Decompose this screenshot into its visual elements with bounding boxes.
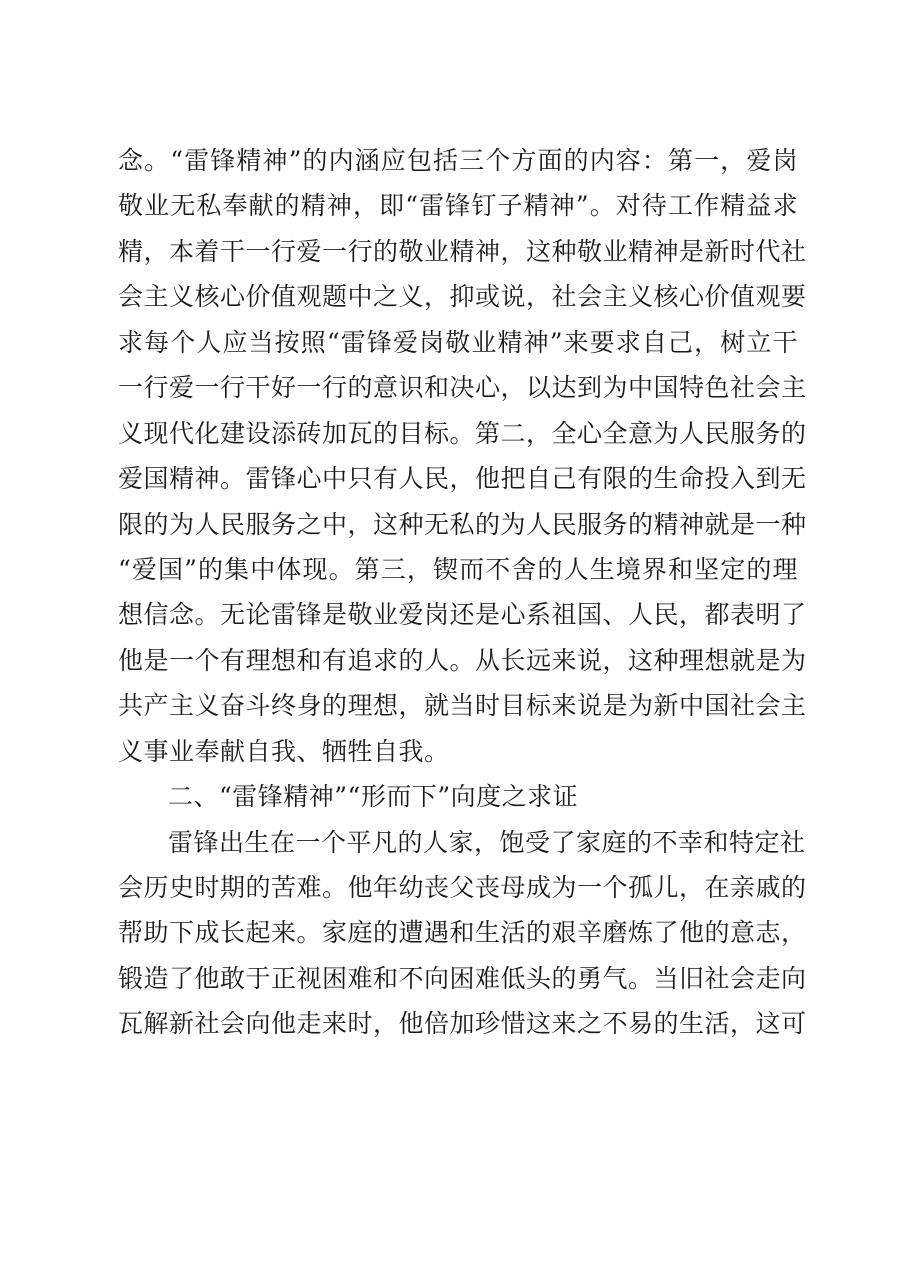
text-line: 他是一个有理想和有追求的人。从长远来说，这种理想就是为 — [118, 645, 807, 675]
paragraph-1 — [118, 138, 807, 774]
text-line: “爱国”的集中体现。第三，锲而不舍的人生境界和坚定的理 — [118, 554, 798, 584]
text-line: 会历史时期的苦难。他年幼丧父丧母成为一个孤儿，在亲戚的 — [118, 873, 807, 902]
text-line: 限的为人民服务之中，这种无私的为人民服务的精神就是一种 — [118, 509, 807, 539]
text-line: 共产主义奋斗终身的理想，就当时目标来说是为新中国社会主 — [118, 691, 807, 721]
text-line: 爱国精神。雷锋心中只有人民，他把自己有限的生命投入到无 — [118, 464, 807, 494]
text-line: 帮助下成长起来。家庭的遭遇和生活的艰辛磨炼了他的意志， — [118, 918, 807, 948]
text-line: 义现代化建设添砖加瓦的目标。第二，全心全意为人民服务的 — [118, 418, 807, 448]
text-line: 瓦解新社会向他走来时，他倍加珍惜这来之不易的生活，这可 — [118, 1009, 807, 1039]
paragraph-2 — [118, 820, 807, 1047]
text-line: 义事业奉献自我、牺牲自我。 — [118, 736, 450, 766]
text-line: 会主义核心价值观题中之义，抑或说，社会主义核心价值观要 — [118, 282, 807, 312]
text-line: 求每个人应当按照“雷锋爱岗敬业精神”来要求自己，树立干 — [118, 327, 798, 357]
text-line: 锻造了他敢于正视困难和不向困难低头的勇气。当旧社会走向 — [118, 963, 807, 993]
body-text — [118, 138, 807, 1047]
text-line: 敬业无私奉献的精神，即“雷锋钉子精神”。对待工作精益求 — [118, 191, 798, 221]
text-line: 一行爱一行干好一行的意识和决心，以达到为中国特色社会主 — [118, 373, 807, 403]
text-line: 精，本着干一行爱一行的敬业精神，这种敬业精神是新时代社 — [118, 236, 807, 266]
section-heading: 二、“雷锋精神”“形而下”向度之求证 — [168, 782, 579, 812]
text-line: 雷锋出生在一个平凡的人家，饱受了家庭的不幸和特定社 — [168, 827, 806, 857]
text-line: 想信念。无论雷锋是敬业爱岗还是心系祖国、人民，都表明了 — [118, 600, 807, 630]
text-line: 念。“雷锋精神”的内涵应包括三个方面的内容：第一，爱岗 — [118, 146, 798, 175]
